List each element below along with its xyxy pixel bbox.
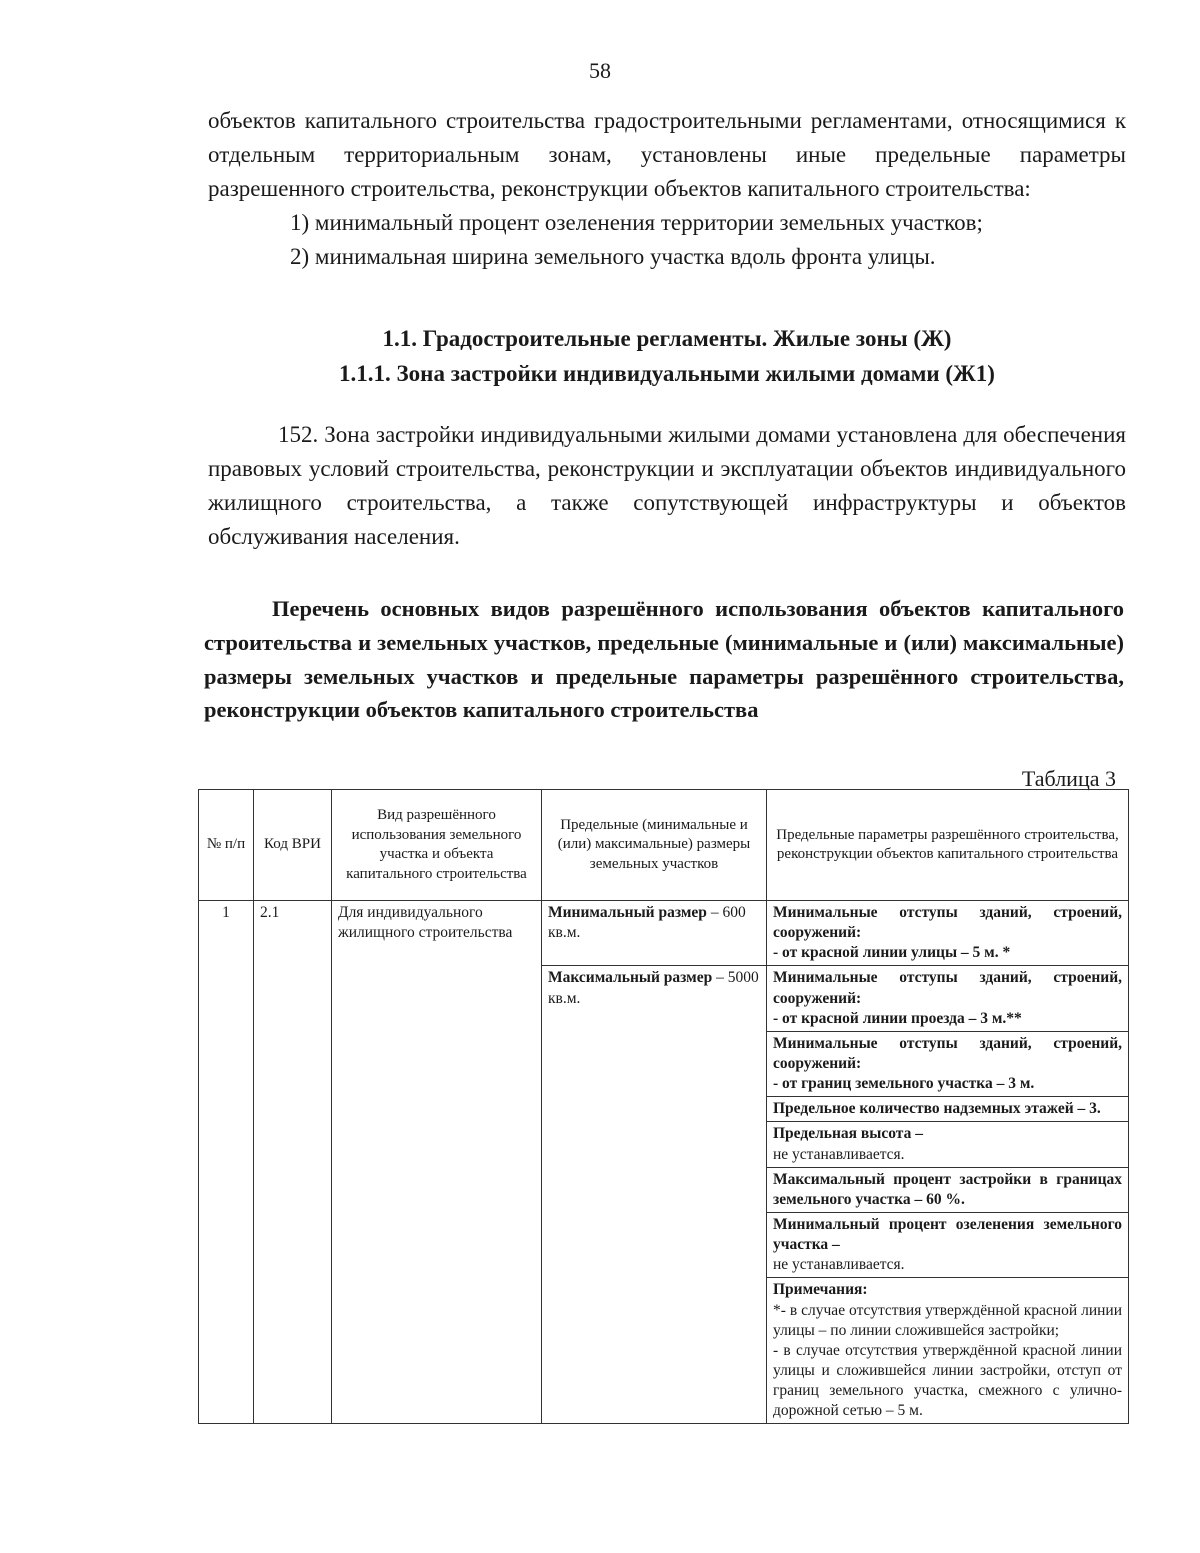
list-item: 2) минимальная ширина земельного участка вдоль фронта улицы. [290,244,936,270]
intro-block [208,104,1126,274]
notes-cell [767,1278,1129,1424]
param-value: не устанавливается. [773,1145,905,1163]
table-label: Таблица 3 [1021,766,1116,791]
intro-paragraph: объектов капитального строительства градостроительными регламентами, относящимися к отдельным территориальным зонам, установлены иные предельные параметры разрешенного строительства, реконструкции объектов капитального строительства: [208,108,1126,202]
notes-title: Примечания: [773,1281,868,1299]
page-number: 58 [589,58,611,83]
param-cell: Минимальные отступы зданий, строений, сооружений: - от красной линии улицы – 5 м. * [767,901,1129,966]
param-cell [767,1212,1129,1277]
regulations-table [198,789,1129,1424]
size-min-label: Минимальный размер [548,904,707,921]
param-cell: Минимальные отступы зданий, строений, сооружений: - от границ земельного участка – 3 м. [767,1031,1129,1096]
cell-code: 2.1 [254,901,332,1424]
size-min-value: – 600 кв.м. [548,904,746,942]
note-item: - в случае отсутствия утверждённой красной линии улицы и сложившейся линии застройки, отступ от границ земельного участка, смежного с улично-дорожной сетью – 5 м. [773,1341,1122,1420]
param-cell: Максимальный процент застройки в границах земельного участка – 60 %. [767,1167,1129,1212]
header-params: Предельные параметры разрешённого строительства, реконструкции объектов капитального строительства [767,790,1129,901]
header-num: № п/п [199,790,254,901]
cell-kind: Для индивидуального жилищного строительства [332,901,542,1424]
table-title: Перечень основных видов разрешённого использования объектов капитального строительства и земельных участков, предельные (минимальные и (или) максимальные) размеры земельных участков и предельные параметры разрешённого строительства, реконструкции объектов капитального строительства [204,596,1124,723]
header-code: Код ВРИ [254,790,332,901]
cell-size-min [542,901,767,966]
cell-size-max [542,966,767,1424]
section-heading-block [208,322,1126,391]
param-label: Предельная высота – [773,1125,923,1143]
section-heading: 1.1. Градостроительные регламенты. Жилые зоны (Ж) [382,326,952,351]
param-cell: Предельное количество надземных этажей – 3. [767,1097,1129,1122]
section-subheading: 1.1.1. Зона застройки индивидуальными жилыми домами (Ж1) [339,360,995,386]
paragraph-152: 152. Зона застройки индивидуальными жилыми домами установлена для обеспечения правовых условий строительства, реконструкции и эксплуатации объектов индивидуального жилищного строительства, а также сопутствующей инфраструктуры и объектов обслуживания населения. [208,422,1126,550]
param-cell: Минимальные отступы зданий, строений, сооружений: - от красной линии проезда – 3 м.** [767,966,1129,1031]
param-value: не устанавливается. [773,1256,905,1274]
header-kind: Вид разрешённого использования земельного участка и объекта капитального строительства [332,790,542,901]
param-label: Минимальный процент озеленения земельного участка – [773,1215,1122,1254]
param-cell [767,1122,1129,1167]
cell-num: 1 [199,901,254,1424]
header-sizes: Предельные (минимальные и (или) максимальные) размеры земельных участков [542,790,767,901]
note-item: *- в случае отсутствия утверждённой красной линии улицы – по линии сложившейся застройки; [773,1301,1122,1339]
size-max-value: – 5000 кв.м. [548,969,759,1007]
size-max-label: Максимальный размер [548,969,713,987]
list-item: 1) минимальный процент озеленения территории земельных участков; [290,210,983,236]
table-row [199,901,1129,966]
table-header-row [199,790,1129,901]
